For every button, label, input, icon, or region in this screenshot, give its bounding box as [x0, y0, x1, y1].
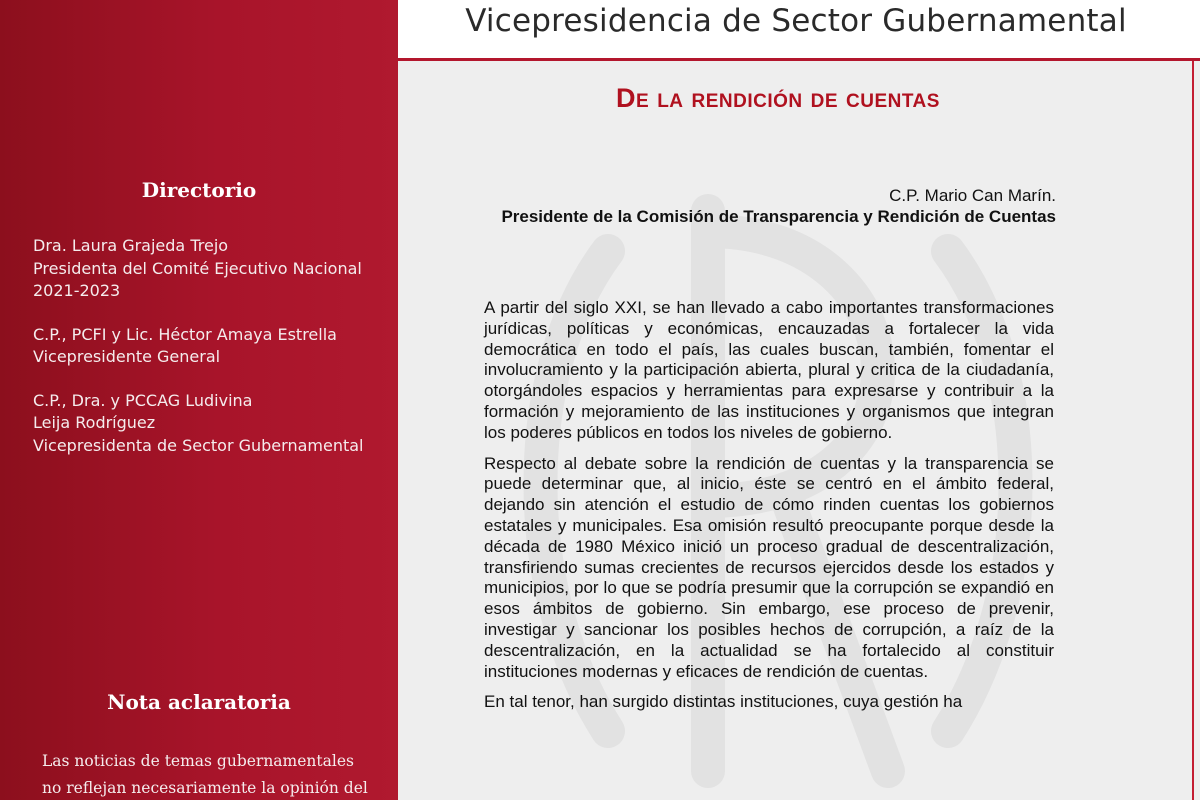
- directorio-list: [33, 235, 393, 478]
- nota-text: [42, 748, 372, 802]
- right-border-rule: [1192, 61, 1194, 800]
- nota-heading: Nota aclaratoria: [107, 690, 291, 714]
- header-banner: [398, 0, 1200, 61]
- paragraph: Respecto al debate sobre la rendición de cuentas y la transparencia se puede determinar que, al inicio, éste se centró en el ámbito federal, dejando sin atención el estudio de cómo rinden cuentas los gobiernos estatales y municipales. Esa omisión resultó preocupante porque desde la década de 1980 México inició un proceso gradual de descentralización, transfiriendo sumas crecientes de recursos ejercidos desde los estados y municipios, por lo que se podría presumir que la corrupción se expandió en esos ámbitos de gobierno. Sin embargo, ese proceso de prevenir, investigar y sancionar los posibles hechos de corrupción, a raíz de la descentralización, en la actualidad se ha fortalecido al constituir instituciones modernas y eficaces de rendición de cuentas.: [484, 453, 1054, 681]
- nota-line: no reflejan necesariamente la opinión del: [42, 779, 368, 797]
- directorio-line: C.P., PCFI y Lic. Héctor Amaya Estrella: [33, 324, 337, 344]
- directorio-entry: [33, 324, 393, 369]
- header-title: Vicepresidencia de Sector Gubernamental: [465, 3, 1127, 39]
- paragraph: A partir del siglo XXI, se han llevado a cabo importantes transformaciones jurídicas, políticas y económicas, encauzadas a fortalecer la vida democrática en todo el país, las cuales buscan, también, fomentar el involucramiento y la participación abierta, plural y critica de la ciudadanía, otorgándoles espacios y herramientas para expresarse y contribuir a la formación y mejoramiento de las instituciones y organismos que integran los poderes públicos en todos los niveles de gobierno.: [484, 298, 1054, 442]
- author-role: Presidente de la Comisión de Transparencia y Rendición de Cuentas: [501, 207, 1056, 226]
- article-panel: [398, 61, 1200, 800]
- directorio-line: C.P., Dra. y PCCAG Ludivina: [33, 390, 253, 410]
- directorio-line: Dra. Laura Grajeda Trejo: [33, 236, 229, 255]
- paragraph: En tal tenor, han surgido distintas instituciones, cuya gestión ha: [484, 692, 963, 712]
- directorio-line: Presidenta del Comité Ejecutivo Nacional: [33, 258, 362, 278]
- directorio-line: Vicepresidenta de Sector Gubernamental: [33, 435, 364, 455]
- directorio-line: 2021-2023: [33, 281, 121, 300]
- article-title: De la rendición de cuentas: [616, 83, 940, 113]
- directorio-entry: [33, 390, 393, 458]
- sidebar: [0, 0, 398, 800]
- directorio-line: Leija Rodríguez: [33, 413, 156, 432]
- author-block: [456, 185, 1056, 227]
- directorio-entry: [33, 235, 393, 303]
- author-name: C.P. Mario Can Marín.: [889, 186, 1056, 205]
- article-body: [484, 298, 1054, 723]
- directorio-line: Vicepresidente General: [33, 347, 221, 366]
- directorio-heading: Directorio: [141, 178, 257, 202]
- nota-line: Las noticias de temas gubernamentales: [42, 752, 354, 770]
